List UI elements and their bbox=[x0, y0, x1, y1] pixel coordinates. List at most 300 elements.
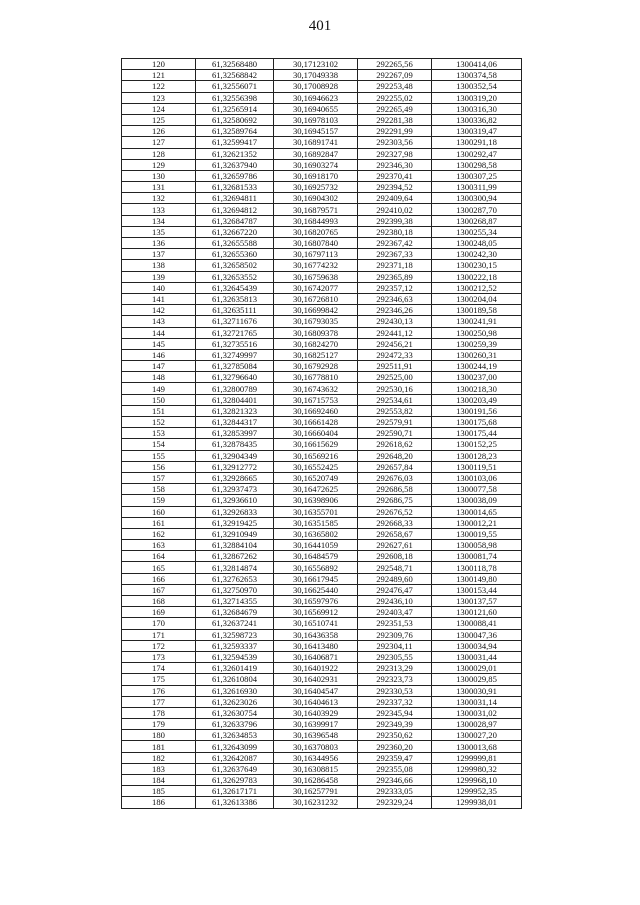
y-coordinate-cell: 1299968,10 bbox=[432, 775, 522, 786]
y-coordinate-cell: 1300103,06 bbox=[432, 472, 522, 483]
y-coordinate-cell: 1300031,44 bbox=[432, 651, 522, 662]
x-coordinate-cell: 292360,20 bbox=[358, 741, 432, 752]
latitude-cell: 61,32598723 bbox=[196, 629, 274, 640]
y-coordinate-cell: 1300077,58 bbox=[432, 484, 522, 495]
latitude-cell: 61,32814874 bbox=[196, 562, 274, 573]
latitude-cell: 61,32610804 bbox=[196, 674, 274, 685]
table-row bbox=[122, 114, 522, 125]
table-row bbox=[122, 528, 522, 539]
longitude-cell: 30,16472625 bbox=[274, 484, 358, 495]
table-row bbox=[122, 472, 522, 483]
point-number-cell: 167 bbox=[122, 584, 196, 595]
table-row bbox=[122, 651, 522, 662]
table-row bbox=[122, 562, 522, 573]
point-number-cell: 134 bbox=[122, 215, 196, 226]
longitude-cell: 30,16441059 bbox=[274, 540, 358, 551]
point-number-cell: 122 bbox=[122, 81, 196, 92]
table-row bbox=[122, 584, 522, 595]
x-coordinate-cell: 292357,12 bbox=[358, 282, 432, 293]
table-row bbox=[122, 394, 522, 405]
longitude-cell: 30,16406871 bbox=[274, 651, 358, 662]
x-coordinate-cell: 292370,41 bbox=[358, 170, 432, 181]
latitude-cell: 61,32667220 bbox=[196, 226, 274, 237]
x-coordinate-cell: 292399,38 bbox=[358, 215, 432, 226]
y-coordinate-cell: 1300047,36 bbox=[432, 629, 522, 640]
longitude-cell: 30,16844993 bbox=[274, 215, 358, 226]
table-row bbox=[122, 663, 522, 674]
latitude-cell: 61,32580692 bbox=[196, 114, 274, 125]
x-coordinate-cell: 292686,58 bbox=[358, 484, 432, 495]
longitude-cell: 30,16404613 bbox=[274, 696, 358, 707]
latitude-cell: 61,32642087 bbox=[196, 752, 274, 763]
table-row bbox=[122, 249, 522, 260]
point-number-cell: 141 bbox=[122, 293, 196, 304]
y-coordinate-cell: 1300414,06 bbox=[432, 59, 522, 70]
table-row bbox=[122, 763, 522, 774]
x-coordinate-cell: 292349,39 bbox=[358, 719, 432, 730]
table-row bbox=[122, 215, 522, 226]
point-number-cell: 173 bbox=[122, 651, 196, 662]
x-coordinate-cell: 292265,56 bbox=[358, 59, 432, 70]
longitude-cell: 30,16759638 bbox=[274, 271, 358, 282]
latitude-cell: 61,32637649 bbox=[196, 763, 274, 774]
table-row bbox=[122, 596, 522, 607]
table-row bbox=[122, 260, 522, 271]
point-number-cell: 166 bbox=[122, 573, 196, 584]
x-coordinate-cell: 292346,63 bbox=[358, 293, 432, 304]
point-number-cell: 129 bbox=[122, 159, 196, 170]
x-coordinate-cell: 292676,52 bbox=[358, 506, 432, 517]
table-row bbox=[122, 126, 522, 137]
longitude-cell: 30,16661428 bbox=[274, 417, 358, 428]
latitude-cell: 61,32937473 bbox=[196, 484, 274, 495]
longitude-cell: 30,16510741 bbox=[274, 618, 358, 629]
y-coordinate-cell: 1300029,01 bbox=[432, 663, 522, 674]
coordinates-table-body bbox=[122, 59, 522, 809]
table-row bbox=[122, 484, 522, 495]
y-coordinate-cell: 1300118,78 bbox=[432, 562, 522, 573]
table-row bbox=[122, 428, 522, 439]
point-number-cell: 180 bbox=[122, 730, 196, 741]
table-row bbox=[122, 226, 522, 237]
point-number-cell: 169 bbox=[122, 607, 196, 618]
x-coordinate-cell: 292359,47 bbox=[358, 752, 432, 763]
y-coordinate-cell: 1300119,51 bbox=[432, 461, 522, 472]
point-number-cell: 182 bbox=[122, 752, 196, 763]
y-coordinate-cell: 1300019,55 bbox=[432, 528, 522, 539]
longitude-cell: 30,16792928 bbox=[274, 361, 358, 372]
point-number-cell: 154 bbox=[122, 439, 196, 450]
longitude-cell: 30,16520749 bbox=[274, 472, 358, 483]
x-coordinate-cell: 292323,73 bbox=[358, 674, 432, 685]
point-number-cell: 155 bbox=[122, 450, 196, 461]
y-coordinate-cell: 1300248,05 bbox=[432, 238, 522, 249]
x-coordinate-cell: 292525,00 bbox=[358, 372, 432, 383]
longitude-cell: 30,16918170 bbox=[274, 170, 358, 181]
point-number-cell: 148 bbox=[122, 372, 196, 383]
y-coordinate-cell: 1300311,99 bbox=[432, 182, 522, 193]
table-row bbox=[122, 383, 522, 394]
point-number-cell: 150 bbox=[122, 394, 196, 405]
latitude-cell: 61,32635111 bbox=[196, 305, 274, 316]
table-row bbox=[122, 92, 522, 103]
longitude-cell: 30,16625440 bbox=[274, 584, 358, 595]
y-coordinate-cell: 1299952,35 bbox=[432, 786, 522, 797]
y-coordinate-cell: 1299980,32 bbox=[432, 763, 522, 774]
longitude-cell: 30,16793035 bbox=[274, 316, 358, 327]
x-coordinate-cell: 292657,84 bbox=[358, 461, 432, 472]
x-coordinate-cell: 292346,66 bbox=[358, 775, 432, 786]
table-row bbox=[122, 707, 522, 718]
y-coordinate-cell: 1300222,18 bbox=[432, 271, 522, 282]
y-coordinate-cell: 1300244,19 bbox=[432, 361, 522, 372]
point-number-cell: 139 bbox=[122, 271, 196, 282]
latitude-cell: 61,32884104 bbox=[196, 540, 274, 551]
table-row bbox=[122, 551, 522, 562]
point-number-cell: 168 bbox=[122, 596, 196, 607]
latitude-cell: 61,32749997 bbox=[196, 349, 274, 360]
longitude-cell: 30,16413480 bbox=[274, 640, 358, 651]
latitude-cell: 61,32694812 bbox=[196, 204, 274, 215]
point-number-cell: 159 bbox=[122, 495, 196, 506]
y-coordinate-cell: 1300241,91 bbox=[432, 316, 522, 327]
y-coordinate-cell: 1300137,57 bbox=[432, 596, 522, 607]
longitude-cell: 30,16978103 bbox=[274, 114, 358, 125]
point-number-cell: 156 bbox=[122, 461, 196, 472]
table-row bbox=[122, 439, 522, 450]
x-coordinate-cell: 292658,67 bbox=[358, 528, 432, 539]
latitude-cell: 61,32694811 bbox=[196, 193, 274, 204]
latitude-cell: 61,32594539 bbox=[196, 651, 274, 662]
table-row bbox=[122, 182, 522, 193]
y-coordinate-cell: 1300191,56 bbox=[432, 405, 522, 416]
point-number-cell: 149 bbox=[122, 383, 196, 394]
point-number-cell: 125 bbox=[122, 114, 196, 125]
table-row bbox=[122, 293, 522, 304]
table-row bbox=[122, 719, 522, 730]
table-row bbox=[122, 59, 522, 70]
longitude-cell: 30,16726810 bbox=[274, 293, 358, 304]
latitude-cell: 61,32637241 bbox=[196, 618, 274, 629]
y-coordinate-cell: 1300027,20 bbox=[432, 730, 522, 741]
latitude-cell: 61,32926833 bbox=[196, 506, 274, 517]
table-row bbox=[122, 305, 522, 316]
table-row bbox=[122, 137, 522, 148]
longitude-cell: 30,16351585 bbox=[274, 517, 358, 528]
longitude-cell: 30,16903274 bbox=[274, 159, 358, 170]
longitude-cell: 30,16742077 bbox=[274, 282, 358, 293]
point-number-cell: 145 bbox=[122, 338, 196, 349]
longitude-cell: 30,16403929 bbox=[274, 707, 358, 718]
latitude-cell: 61,32601419 bbox=[196, 663, 274, 674]
point-number-cell: 186 bbox=[122, 797, 196, 808]
y-coordinate-cell: 1300352,54 bbox=[432, 81, 522, 92]
longitude-cell: 30,16231232 bbox=[274, 797, 358, 808]
point-number-cell: 176 bbox=[122, 685, 196, 696]
x-coordinate-cell: 292313,29 bbox=[358, 663, 432, 674]
table-row bbox=[122, 775, 522, 786]
table-row bbox=[122, 170, 522, 181]
x-coordinate-cell: 292608,18 bbox=[358, 551, 432, 562]
x-coordinate-cell: 292441,12 bbox=[358, 327, 432, 338]
longitude-cell: 30,16904302 bbox=[274, 193, 358, 204]
longitude-cell: 30,16825127 bbox=[274, 349, 358, 360]
y-coordinate-cell: 1300128,23 bbox=[432, 450, 522, 461]
y-coordinate-cell: 1300250,98 bbox=[432, 327, 522, 338]
table-row bbox=[122, 696, 522, 707]
point-number-cell: 158 bbox=[122, 484, 196, 495]
latitude-cell: 61,32878435 bbox=[196, 439, 274, 450]
table-row bbox=[122, 327, 522, 338]
longitude-cell: 30,16940655 bbox=[274, 103, 358, 114]
y-coordinate-cell: 1300336,82 bbox=[432, 114, 522, 125]
point-number-cell: 181 bbox=[122, 741, 196, 752]
longitude-cell: 30,16617945 bbox=[274, 573, 358, 584]
latitude-cell: 61,32684679 bbox=[196, 607, 274, 618]
latitude-cell: 61,32796640 bbox=[196, 372, 274, 383]
latitude-cell: 61,32593337 bbox=[196, 640, 274, 651]
table-row bbox=[122, 540, 522, 551]
table-row bbox=[122, 148, 522, 159]
longitude-cell: 30,16355701 bbox=[274, 506, 358, 517]
latitude-cell: 61,32936610 bbox=[196, 495, 274, 506]
latitude-cell: 61,32904349 bbox=[196, 450, 274, 461]
point-number-cell: 162 bbox=[122, 528, 196, 539]
x-coordinate-cell: 292309,76 bbox=[358, 629, 432, 640]
latitude-cell: 61,32711676 bbox=[196, 316, 274, 327]
latitude-cell: 61,32714355 bbox=[196, 596, 274, 607]
point-number-cell: 138 bbox=[122, 260, 196, 271]
y-coordinate-cell: 1299999,81 bbox=[432, 752, 522, 763]
point-number-cell: 183 bbox=[122, 763, 196, 774]
x-coordinate-cell: 292345,94 bbox=[358, 707, 432, 718]
y-coordinate-cell: 1300081,74 bbox=[432, 551, 522, 562]
latitude-cell: 61,32635813 bbox=[196, 293, 274, 304]
point-number-cell: 126 bbox=[122, 126, 196, 137]
y-coordinate-cell: 1300307,25 bbox=[432, 170, 522, 181]
latitude-cell: 61,32621352 bbox=[196, 148, 274, 159]
latitude-cell: 61,32617171 bbox=[196, 786, 274, 797]
latitude-cell: 61,32681533 bbox=[196, 182, 274, 193]
point-number-cell: 178 bbox=[122, 707, 196, 718]
table-row bbox=[122, 282, 522, 293]
table-row bbox=[122, 361, 522, 372]
x-coordinate-cell: 292618,62 bbox=[358, 439, 432, 450]
longitude-cell: 30,16809378 bbox=[274, 327, 358, 338]
y-coordinate-cell: 1300203,49 bbox=[432, 394, 522, 405]
y-coordinate-cell: 1300031,14 bbox=[432, 696, 522, 707]
longitude-cell: 30,16436358 bbox=[274, 629, 358, 640]
latitude-cell: 61,32821323 bbox=[196, 405, 274, 416]
longitude-cell: 30,16569912 bbox=[274, 607, 358, 618]
longitude-cell: 30,16401922 bbox=[274, 663, 358, 674]
point-number-cell: 136 bbox=[122, 238, 196, 249]
coordinates-table bbox=[121, 58, 522, 809]
x-coordinate-cell: 292253,48 bbox=[358, 81, 432, 92]
point-number-cell: 142 bbox=[122, 305, 196, 316]
y-coordinate-cell: 1300038,09 bbox=[432, 495, 522, 506]
table-row bbox=[122, 338, 522, 349]
x-coordinate-cell: 292304,11 bbox=[358, 640, 432, 651]
point-number-cell: 147 bbox=[122, 361, 196, 372]
latitude-cell: 61,32800789 bbox=[196, 383, 274, 394]
latitude-cell: 61,32630754 bbox=[196, 707, 274, 718]
longitude-cell: 30,16344956 bbox=[274, 752, 358, 763]
x-coordinate-cell: 292476,47 bbox=[358, 584, 432, 595]
longitude-cell: 30,16774232 bbox=[274, 260, 358, 271]
x-coordinate-cell: 292303,56 bbox=[358, 137, 432, 148]
y-coordinate-cell: 1300031,02 bbox=[432, 707, 522, 718]
latitude-cell: 61,32659786 bbox=[196, 170, 274, 181]
x-coordinate-cell: 292472,33 bbox=[358, 349, 432, 360]
y-coordinate-cell: 1300152,25 bbox=[432, 439, 522, 450]
longitude-cell: 30,16715753 bbox=[274, 394, 358, 405]
x-coordinate-cell: 292409,64 bbox=[358, 193, 432, 204]
x-coordinate-cell: 292305,55 bbox=[358, 651, 432, 662]
table-row bbox=[122, 461, 522, 472]
point-number-cell: 131 bbox=[122, 182, 196, 193]
longitude-cell: 30,17008928 bbox=[274, 81, 358, 92]
longitude-cell: 30,16257791 bbox=[274, 786, 358, 797]
longitude-cell: 30,16743632 bbox=[274, 383, 358, 394]
y-coordinate-cell: 1300292,47 bbox=[432, 148, 522, 159]
y-coordinate-cell: 1300287,70 bbox=[432, 204, 522, 215]
point-number-cell: 130 bbox=[122, 170, 196, 181]
table-row bbox=[122, 797, 522, 808]
latitude-cell: 61,32645439 bbox=[196, 282, 274, 293]
x-coordinate-cell: 292436,10 bbox=[358, 596, 432, 607]
x-coordinate-cell: 292371,18 bbox=[358, 260, 432, 271]
longitude-cell: 30,16552425 bbox=[274, 461, 358, 472]
y-coordinate-cell: 1300029,85 bbox=[432, 674, 522, 685]
point-number-cell: 137 bbox=[122, 249, 196, 260]
latitude-cell: 61,32853997 bbox=[196, 428, 274, 439]
y-coordinate-cell: 1300212,52 bbox=[432, 282, 522, 293]
table-row bbox=[122, 103, 522, 114]
point-number-cell: 179 bbox=[122, 719, 196, 730]
table-row bbox=[122, 607, 522, 618]
longitude-cell: 30,16699842 bbox=[274, 305, 358, 316]
point-number-cell: 174 bbox=[122, 663, 196, 674]
x-coordinate-cell: 292255,02 bbox=[358, 92, 432, 103]
point-number-cell: 128 bbox=[122, 148, 196, 159]
point-number-cell: 143 bbox=[122, 316, 196, 327]
point-number-cell: 170 bbox=[122, 618, 196, 629]
latitude-cell: 61,32750970 bbox=[196, 584, 274, 595]
point-number-cell: 177 bbox=[122, 696, 196, 707]
x-coordinate-cell: 292394,52 bbox=[358, 182, 432, 193]
longitude-cell: 30,16820765 bbox=[274, 226, 358, 237]
latitude-cell: 61,32804401 bbox=[196, 394, 274, 405]
y-coordinate-cell: 1300149,80 bbox=[432, 573, 522, 584]
point-number-cell: 152 bbox=[122, 417, 196, 428]
point-number-cell: 160 bbox=[122, 506, 196, 517]
point-number-cell: 151 bbox=[122, 405, 196, 416]
latitude-cell: 61,32568480 bbox=[196, 59, 274, 70]
y-coordinate-cell: 1300260,31 bbox=[432, 349, 522, 360]
x-coordinate-cell: 292380,18 bbox=[358, 226, 432, 237]
x-coordinate-cell: 292590,71 bbox=[358, 428, 432, 439]
x-coordinate-cell: 292676,03 bbox=[358, 472, 432, 483]
table-row bbox=[122, 685, 522, 696]
y-coordinate-cell: 1300013,68 bbox=[432, 741, 522, 752]
y-coordinate-cell: 1300237,00 bbox=[432, 372, 522, 383]
longitude-cell: 30,16660404 bbox=[274, 428, 358, 439]
x-coordinate-cell: 292456,21 bbox=[358, 338, 432, 349]
latitude-cell: 61,32928665 bbox=[196, 472, 274, 483]
longitude-cell: 30,16891741 bbox=[274, 137, 358, 148]
latitude-cell: 61,32655588 bbox=[196, 238, 274, 249]
longitude-cell: 30,17123102 bbox=[274, 59, 358, 70]
x-coordinate-cell: 292579,91 bbox=[358, 417, 432, 428]
table-row bbox=[122, 372, 522, 383]
longitude-cell: 30,16286458 bbox=[274, 775, 358, 786]
y-coordinate-cell: 1300255,34 bbox=[432, 226, 522, 237]
latitude-cell: 61,32655360 bbox=[196, 249, 274, 260]
x-coordinate-cell: 292627,61 bbox=[358, 540, 432, 551]
point-number-cell: 140 bbox=[122, 282, 196, 293]
y-coordinate-cell: 1300268,87 bbox=[432, 215, 522, 226]
latitude-cell: 61,32910949 bbox=[196, 528, 274, 539]
y-coordinate-cell: 1300012,21 bbox=[432, 517, 522, 528]
table-row bbox=[122, 752, 522, 763]
y-coordinate-cell: 1300259,39 bbox=[432, 338, 522, 349]
x-coordinate-cell: 292648,20 bbox=[358, 450, 432, 461]
x-coordinate-cell: 292668,33 bbox=[358, 517, 432, 528]
y-coordinate-cell: 1300121,60 bbox=[432, 607, 522, 618]
y-coordinate-cell: 1300291,18 bbox=[432, 137, 522, 148]
longitude-cell: 30,16807840 bbox=[274, 238, 358, 249]
longitude-cell: 30,16370803 bbox=[274, 741, 358, 752]
longitude-cell: 30,16778810 bbox=[274, 372, 358, 383]
longitude-cell: 30,16402931 bbox=[274, 674, 358, 685]
table-row bbox=[122, 629, 522, 640]
y-coordinate-cell: 1300175,68 bbox=[432, 417, 522, 428]
x-coordinate-cell: 292365,89 bbox=[358, 271, 432, 282]
x-coordinate-cell: 292553,82 bbox=[358, 405, 432, 416]
y-coordinate-cell: 1300175,44 bbox=[432, 428, 522, 439]
table-row bbox=[122, 193, 522, 204]
point-number-cell: 124 bbox=[122, 103, 196, 114]
y-coordinate-cell: 1300374,58 bbox=[432, 70, 522, 81]
point-number-cell: 132 bbox=[122, 193, 196, 204]
point-number-cell: 163 bbox=[122, 540, 196, 551]
point-number-cell: 144 bbox=[122, 327, 196, 338]
table-row bbox=[122, 517, 522, 528]
latitude-cell: 61,32919425 bbox=[196, 517, 274, 528]
x-coordinate-cell: 292337,32 bbox=[358, 696, 432, 707]
table-row bbox=[122, 674, 522, 685]
x-coordinate-cell: 292333,05 bbox=[358, 786, 432, 797]
x-coordinate-cell: 292410,02 bbox=[358, 204, 432, 215]
latitude-cell: 61,32589764 bbox=[196, 126, 274, 137]
x-coordinate-cell: 292329,24 bbox=[358, 797, 432, 808]
longitude-cell: 30,17049338 bbox=[274, 70, 358, 81]
y-coordinate-cell: 1300218,30 bbox=[432, 383, 522, 394]
x-coordinate-cell: 292281,38 bbox=[358, 114, 432, 125]
longitude-cell: 30,16946623 bbox=[274, 92, 358, 103]
latitude-cell: 61,32785084 bbox=[196, 361, 274, 372]
longitude-cell: 30,16597976 bbox=[274, 596, 358, 607]
point-number-cell: 164 bbox=[122, 551, 196, 562]
point-number-cell: 135 bbox=[122, 226, 196, 237]
x-coordinate-cell: 292346,30 bbox=[358, 159, 432, 170]
point-number-cell: 133 bbox=[122, 204, 196, 215]
latitude-cell: 61,32565914 bbox=[196, 103, 274, 114]
y-coordinate-cell: 1300298,58 bbox=[432, 159, 522, 170]
y-coordinate-cell: 1300088,41 bbox=[432, 618, 522, 629]
x-coordinate-cell: 292530,16 bbox=[358, 383, 432, 394]
